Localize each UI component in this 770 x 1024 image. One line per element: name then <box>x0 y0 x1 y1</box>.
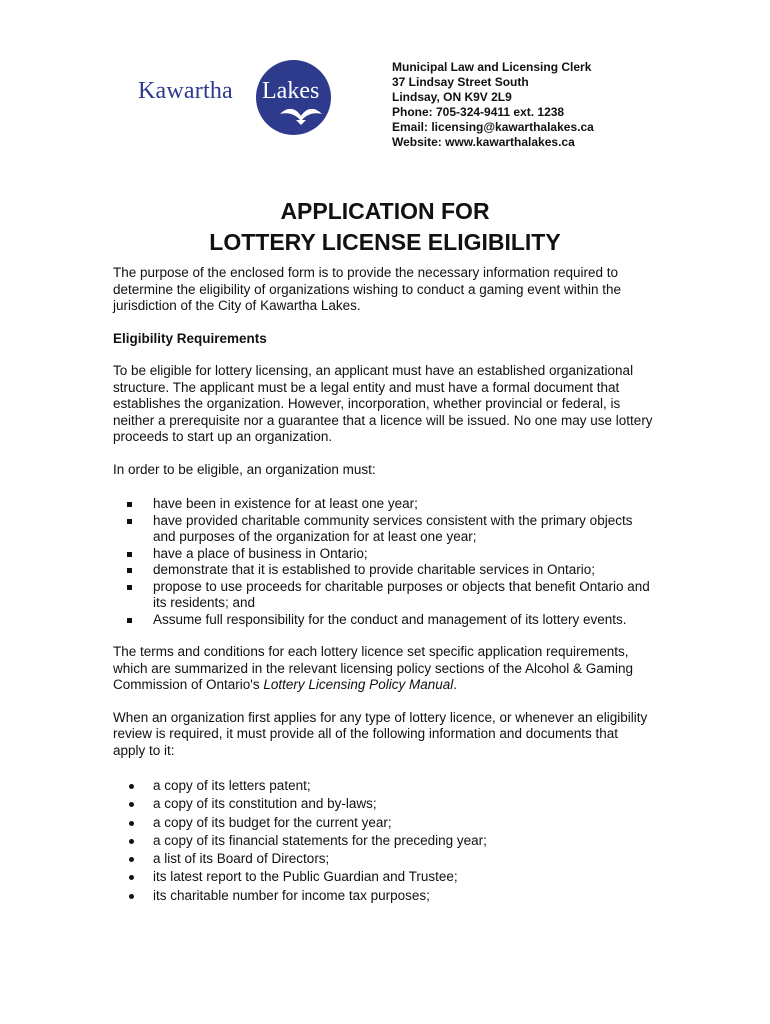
requirements-list <box>113 496 653 628</box>
list-item: a list of its Board of Directors; <box>113 850 653 868</box>
list-item: have provided charitable community services consistent with the primary objects and purposes of the organization for at least one year; <box>113 513 653 546</box>
list-item: have been in existence for at least one year; <box>113 496 653 513</box>
contact-office: Municipal Law and Licensing Clerk <box>392 60 592 74</box>
list-item: Assume full responsibility for the conduct and management of its lottery events. <box>113 612 653 629</box>
page-title <box>0 196 770 258</box>
list-item: propose to use proceeds for charitable purposes or objects that benefit Ontario and its residents; and <box>113 579 653 612</box>
title-line-1: APPLICATION FOR <box>280 198 490 224</box>
list-item: have a place of business in Ontario; <box>113 546 653 563</box>
documents-lead-in: When an organization first applies for any type of lottery licence, or whenever an eligibility review is required, it must provide all of the following information and documents that apply to it: <box>113 709 648 758</box>
terms-text: The terms and conditions for each lottery licence set specific application requirements, which are summarized in the relevant licensing policy sections of the Alcohol & Gaming Commission of Ontario's <box>113 644 634 692</box>
list-item: a copy of its constitution and by-laws; <box>113 795 653 813</box>
contact-email[interactable]: Email: licensing@kawarthalakes.ca <box>392 120 594 134</box>
title-line-2: LOTTERY LICENSE ELIGIBILITY <box>209 229 561 255</box>
documents-list <box>113 777 653 905</box>
intro-paragraph: The purpose of the enclosed form is to provide the necessary information required to determine the eligibility of organizations wishing to conduct a gaming event within the jurisdiction of the City of Kawartha Lakes. <box>113 265 622 313</box>
list-item: a copy of its letters patent; <box>113 777 653 795</box>
list-item: a copy of its financial statements for the preceding year; <box>113 832 653 850</box>
bird-icon <box>278 104 324 126</box>
eligibility-lead-in: In order to be eligible, an organization must: <box>113 461 376 477</box>
list-item: its charitable number for income tax purposes; <box>113 887 653 905</box>
list-item: a copy of its budget for the current year; <box>113 814 653 832</box>
eligibility-heading: Eligibility Requirements <box>113 330 267 346</box>
contact-street: 37 Lindsay Street South <box>392 75 529 89</box>
logo-word-kawartha: Kawartha <box>138 78 233 104</box>
document-body <box>113 265 653 905</box>
contact-phone: Phone: 705-324-9411 ext. 1238 <box>392 105 565 119</box>
eligibility-paragraph: To be eligible for lottery licensing, an applicant must have an established organizational structure. The applicant must be a legal entity and must have a formal document that establishes the organization. However, incorporation, whether provincial or federal, is neither a prerequisite nor a guarantee that a licence will be issued. No one may use lottery proceeds to start up an organization. <box>113 363 653 444</box>
contact-block <box>392 60 594 150</box>
contact-website[interactable]: Website: www.kawarthalakes.ca <box>392 135 575 149</box>
terms-paragraph <box>113 644 653 694</box>
policy-manual-title: Lottery Licensing Policy Manual <box>263 677 454 692</box>
contact-city: Lindsay, ON K9V 2L9 <box>392 90 512 104</box>
list-item: demonstrate that it is established to provide charitable services in Ontario; <box>113 562 653 579</box>
list-item: its latest report to the Public Guardian and Trustee; <box>113 868 653 886</box>
terms-end: . <box>453 677 457 692</box>
kawartha-lakes-logo <box>138 60 328 135</box>
logo-word-lakes: Lakes <box>262 78 320 104</box>
